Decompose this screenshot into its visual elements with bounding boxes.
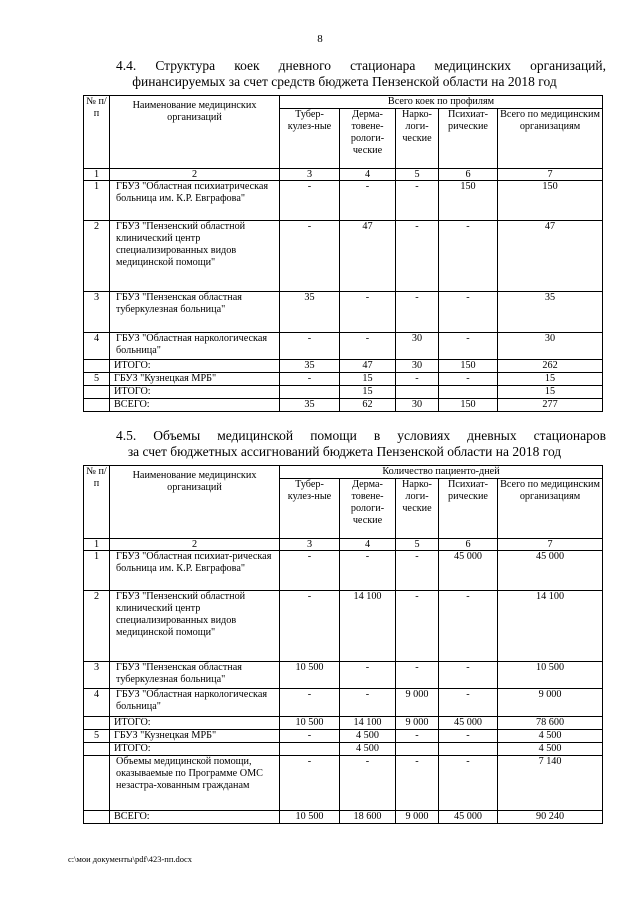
cell-tb: 10 500 [280, 811, 340, 824]
header-narc: Нарко-логи-ческие [396, 479, 439, 539]
cell-narc: 9 000 [396, 689, 439, 717]
row-num: 5 [84, 373, 110, 386]
cell-narc: 9 000 [396, 811, 439, 824]
row-num [84, 811, 110, 824]
cell-total: 4 500 [498, 743, 603, 756]
row-name: ГБУЗ "Пензенская областная туберкулезная больница" [110, 662, 280, 689]
cell-derm: 14 100 [340, 591, 396, 662]
row-name: ВСЕГО: [110, 811, 280, 824]
cell-psych: - [439, 221, 498, 292]
cell-derm: - [340, 292, 396, 333]
section-1-title [83, 58, 606, 90]
cell-narc: - [396, 662, 439, 689]
cell-total: 78 600 [498, 717, 603, 730]
section-1-title-line2: финансируемых за счет средств бюджета Пензенской области на 2018 год [132, 74, 557, 89]
cell-total: 90 240 [498, 811, 603, 824]
colnum: 4 [340, 169, 396, 181]
table-header-row [84, 466, 603, 479]
cell-narc: - [396, 730, 439, 743]
cell-psych [439, 386, 498, 399]
cell-narc: - [396, 373, 439, 386]
row-name: ГБУЗ "Пензенский областной клинический центр специализированных видов медицинской помощи" [110, 221, 280, 292]
cell-tb: 10 500 [280, 662, 340, 689]
cell-narc: - [396, 221, 439, 292]
header-total: Всего по медицинским организациям [498, 479, 603, 539]
colnum: 6 [439, 169, 498, 181]
row-num: 5 [84, 730, 110, 743]
colnum: 1 [84, 539, 110, 551]
header-group: Всего коек по профилям [280, 96, 603, 109]
table-row [84, 551, 603, 591]
header-narc: Нарко-логи-ческие [396, 109, 439, 169]
row-name: ИТОГО: [110, 743, 280, 756]
section-1-title-line1: 4.4. Структура коек дневного стационара медицинских организаций, [116, 58, 606, 73]
table-row [84, 221, 603, 292]
cell-psych: - [439, 292, 498, 333]
column-number-row [84, 169, 603, 181]
colnum: 4 [340, 539, 396, 551]
cell-psych: - [439, 662, 498, 689]
table-row [84, 717, 603, 730]
cell-derm: 62 [340, 399, 396, 412]
row-num [84, 360, 110, 373]
cell-derm: 15 [340, 386, 396, 399]
cell-tb: - [280, 730, 340, 743]
cell-derm: 4 500 [340, 743, 396, 756]
row-num: 4 [84, 333, 110, 360]
cell-narc: - [396, 292, 439, 333]
table-row [84, 689, 603, 717]
cell-derm: - [340, 181, 396, 221]
header-derm: Дерма-товене-рологи-ческие [340, 109, 396, 169]
row-num [84, 399, 110, 412]
cell-derm: 18 600 [340, 811, 396, 824]
table-row [84, 743, 603, 756]
cell-psych [439, 743, 498, 756]
column-number-row [84, 539, 603, 551]
cell-tb: - [280, 181, 340, 221]
row-name: ГБУЗ "Кузнецкая МРБ" [110, 730, 280, 743]
header-tb: Тубер-кулез-ные [280, 479, 340, 539]
cell-total: 7 140 [498, 756, 603, 811]
cell-total: 150 [498, 181, 603, 221]
colnum: 6 [439, 539, 498, 551]
cell-derm: - [340, 689, 396, 717]
row-num [84, 717, 110, 730]
cell-total: 45 000 [498, 551, 603, 591]
row-name: Объемы медицинской помощи, оказываемые по Программе ОМС незастра-хованным гражданам [110, 756, 280, 811]
cell-psych: 150 [439, 181, 498, 221]
table-row [84, 360, 603, 373]
header-total: Всего по медицинским организациям [498, 109, 603, 169]
cell-narc: 30 [396, 360, 439, 373]
cell-total: 14 100 [498, 591, 603, 662]
row-num [84, 756, 110, 811]
cell-derm: - [340, 756, 396, 811]
cell-total: 47 [498, 221, 603, 292]
cell-derm: - [340, 551, 396, 591]
cell-psych: - [439, 689, 498, 717]
cell-psych: - [439, 756, 498, 811]
row-name: ГБУЗ "Пензенский областной клинический центр специализированных видов медицинской помощи" [110, 591, 280, 662]
colnum: 7 [498, 539, 603, 551]
cell-narc: - [396, 551, 439, 591]
table-header-row [84, 96, 603, 109]
cell-tb: - [280, 221, 340, 292]
page-number: 8 [317, 33, 323, 45]
row-num: 3 [84, 662, 110, 689]
row-name: ГБУЗ "Кузнецкая МРБ" [110, 373, 280, 386]
header-num: № п/п [84, 466, 110, 539]
table-row [84, 333, 603, 360]
row-name: ИТОГО: [110, 717, 280, 730]
cell-psych: - [439, 730, 498, 743]
cell-derm: 4 500 [340, 730, 396, 743]
header-psych: Психиат-рические [439, 479, 498, 539]
cell-psych: 45 000 [439, 811, 498, 824]
cell-tb [280, 386, 340, 399]
colnum: 3 [280, 169, 340, 181]
cell-narc: 9 000 [396, 717, 439, 730]
table-row [84, 181, 603, 221]
cell-narc: - [396, 181, 439, 221]
cell-tb: 35 [280, 399, 340, 412]
header-name: Наименование медицинских организаций [110, 466, 280, 539]
row-name: ГБУЗ "Областная наркологическая больница" [110, 689, 280, 717]
cell-total: 10 500 [498, 662, 603, 689]
table-beds [83, 95, 603, 412]
row-num: 1 [84, 181, 110, 221]
cell-tb: 35 [280, 360, 340, 373]
cell-derm: 47 [340, 221, 396, 292]
cell-total: 15 [498, 373, 603, 386]
cell-narc [396, 743, 439, 756]
section-2-title-line2: за счет бюджетных ассигнований бюджета Пензенской области на 2018 год [127, 444, 562, 459]
row-num: 3 [84, 292, 110, 333]
cell-derm: 47 [340, 360, 396, 373]
cell-tb: 35 [280, 292, 340, 333]
colnum: 7 [498, 169, 603, 181]
row-name: ГБУЗ "Областная психиат-рическая больница им. К.Р. Евграфова" [110, 551, 280, 591]
row-name: ГБУЗ "Пензенская областная туберкулезная больница" [110, 292, 280, 333]
row-num: 4 [84, 689, 110, 717]
row-num [84, 743, 110, 756]
table-row [84, 399, 603, 412]
colnum: 2 [110, 539, 280, 551]
header-psych: Психиат-рические [439, 109, 498, 169]
header-name: Наименование медицинских организаций [110, 96, 280, 169]
cell-tb: 10 500 [280, 717, 340, 730]
cell-narc: 30 [396, 333, 439, 360]
cell-narc [396, 386, 439, 399]
table-row [84, 662, 603, 689]
table-row [84, 292, 603, 333]
table-row [84, 756, 603, 811]
table-row [84, 730, 603, 743]
cell-tb: - [280, 591, 340, 662]
cell-psych: - [439, 333, 498, 360]
row-num: 1 [84, 551, 110, 591]
cell-tb: - [280, 756, 340, 811]
cell-narc: - [396, 591, 439, 662]
table-row [84, 386, 603, 399]
cell-total: 15 [498, 386, 603, 399]
cell-tb [280, 743, 340, 756]
colnum: 5 [396, 539, 439, 551]
cell-total: 9 000 [498, 689, 603, 717]
cell-tb: - [280, 373, 340, 386]
cell-psych: - [439, 373, 498, 386]
header-derm: Дерма-товене-рологи-ческие [340, 479, 396, 539]
section-2-title [83, 428, 606, 460]
table-row [84, 373, 603, 386]
cell-total: 30 [498, 333, 603, 360]
cell-tb: - [280, 689, 340, 717]
table-row [84, 591, 603, 662]
cell-total: 262 [498, 360, 603, 373]
cell-psych: 150 [439, 360, 498, 373]
cell-tb: - [280, 333, 340, 360]
cell-derm: - [340, 662, 396, 689]
section-2-title-line1: 4.5. Объемы медицинской помощи в условиях дневных стационаров [116, 428, 606, 443]
colnum: 5 [396, 169, 439, 181]
table-row [84, 811, 603, 824]
cell-psych: 45 000 [439, 551, 498, 591]
row-name: ГБУЗ "Областная психиатрическая больница им. К.Р. Евграфова" [110, 181, 280, 221]
row-name: ГБУЗ "Областная наркологическая больница" [110, 333, 280, 360]
row-name: ВСЕГО: [110, 399, 280, 412]
cell-psych: 45 000 [439, 717, 498, 730]
row-num: 2 [84, 221, 110, 292]
row-num: 2 [84, 591, 110, 662]
header-group: Количество пациенто-дней [280, 466, 603, 479]
header-tb: Тубер-кулез-ные [280, 109, 340, 169]
colnum: 2 [110, 169, 280, 181]
table-patient-days [83, 465, 603, 824]
cell-total: 277 [498, 399, 603, 412]
cell-tb: - [280, 551, 340, 591]
cell-narc: - [396, 756, 439, 811]
header-num: № п/п [84, 96, 110, 169]
cell-derm: 14 100 [340, 717, 396, 730]
cell-total: 35 [498, 292, 603, 333]
cell-psych: 150 [439, 399, 498, 412]
colnum: 3 [280, 539, 340, 551]
cell-total: 4 500 [498, 730, 603, 743]
cell-narc: 30 [396, 399, 439, 412]
row-num [84, 386, 110, 399]
cell-psych: - [439, 591, 498, 662]
footer-file-path: c:\мои документы\pdf\423-пп.docx [68, 854, 193, 864]
row-name: ИТОГО: [110, 386, 280, 399]
cell-derm: 15 [340, 373, 396, 386]
row-name: ИТОГО: [110, 360, 280, 373]
colnum: 1 [84, 169, 110, 181]
cell-derm: - [340, 333, 396, 360]
